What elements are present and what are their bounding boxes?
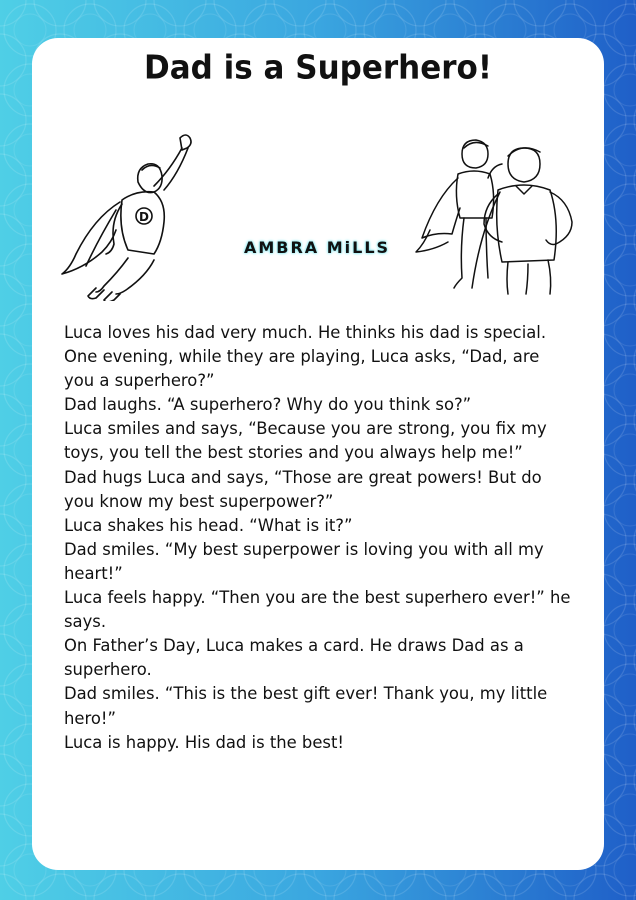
- page-card: [32, 38, 604, 870]
- flying-superhero-dad-icon: [60, 126, 200, 301]
- story-paragraph: Luca feels happy. “Then you are the best superhero ever!” he says.: [64, 588, 571, 632]
- story-paragraph: Dad laughs. “A superhero? Why do you think so?”: [64, 395, 472, 415]
- story-paragraph: Luca is happy. His dad is the best!: [64, 732, 344, 752]
- story-paragraph: Luca smiles and says, “Because you are strong, you fix my toys, you tell the best stories and you always help me!”: [64, 419, 547, 463]
- story-paragraph: Dad smiles. “My best superpower is loving you with all my heart!”: [64, 539, 544, 583]
- story-paragraph: On Father’s Day, Luca makes a card. He draws Dad as a superhero.: [64, 636, 524, 680]
- story-paragraph: Luca shakes his head. “What is it?”: [64, 515, 353, 535]
- svg-text:D: D: [139, 210, 149, 224]
- dad-and-son-superheroes-icon: [412, 134, 582, 296]
- story-paragraph: Luca loves his dad very much. He thinks his dad is special.: [64, 323, 547, 342]
- author-name: AMBRA MiLLS: [243, 238, 391, 257]
- story-text: [64, 321, 574, 755]
- story-paragraph: Dad hugs Luca and says, “Those are great powers! But do you know my best superpower?”: [64, 467, 542, 511]
- story-paragraph: One evening, while they are playing, Luca asks, “Dad, are you a superhero?”: [64, 347, 540, 391]
- story-paragraph: Dad smiles. “This is the best gift ever! Thank you, my little hero!”: [64, 684, 548, 728]
- page-title: Dad is a Superhero!: [144, 49, 492, 87]
